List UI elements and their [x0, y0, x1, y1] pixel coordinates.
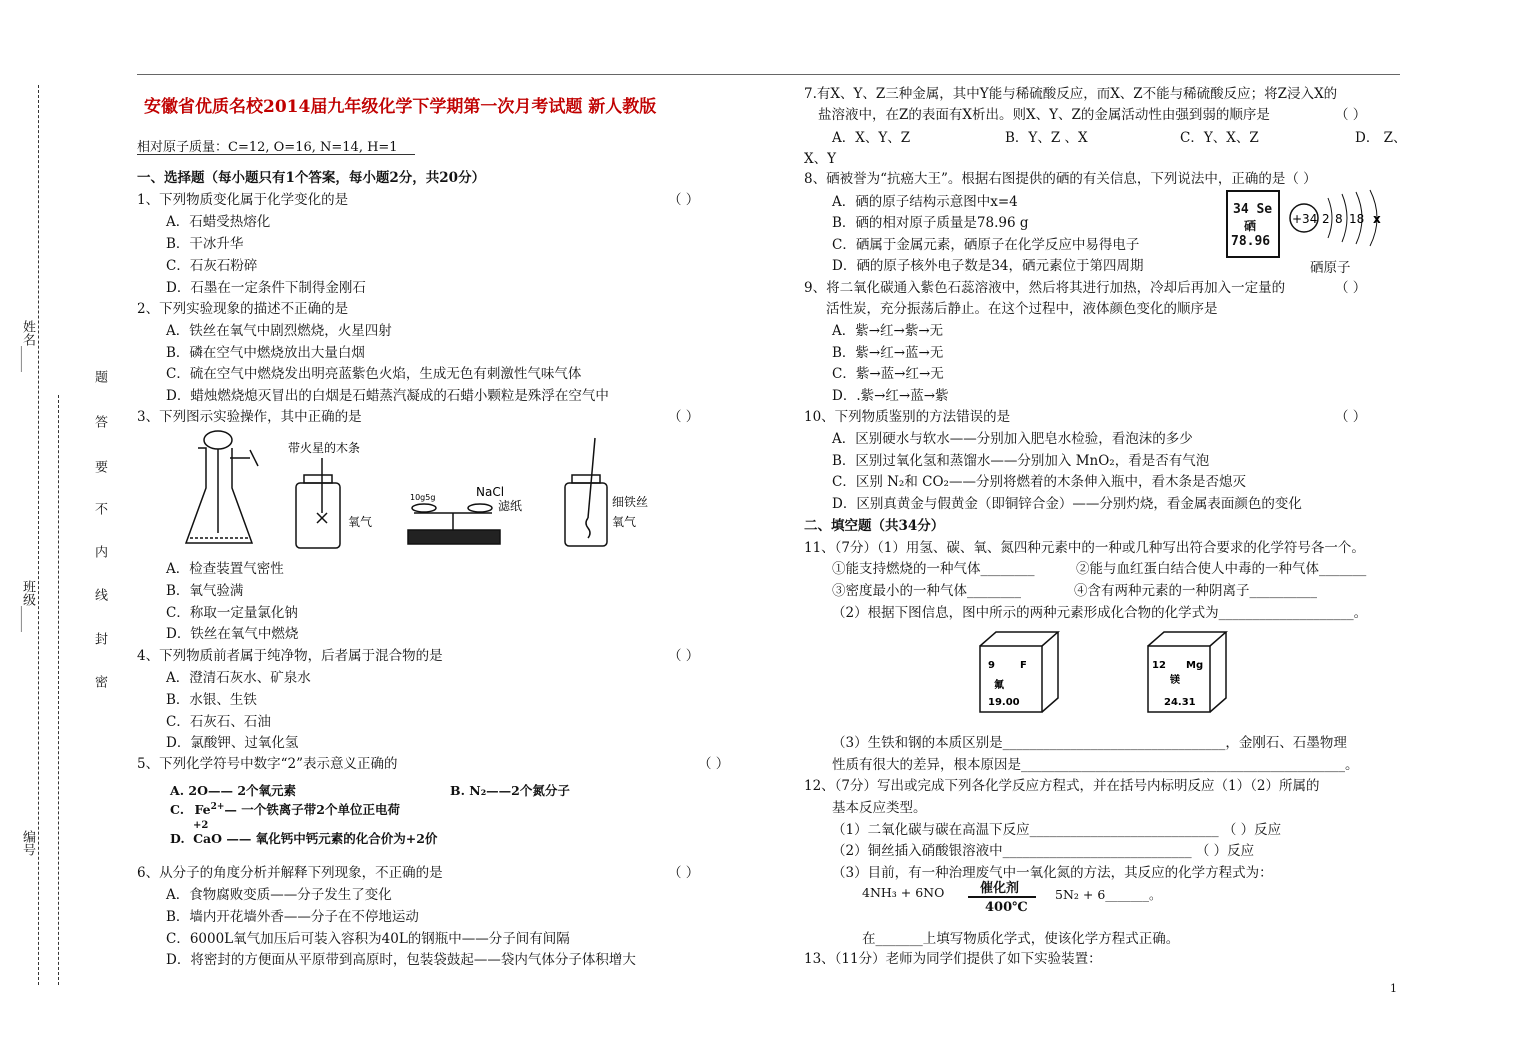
mg-number: 12: [1152, 660, 1166, 671]
seal-char: 不: [92, 502, 107, 515]
q5-option-c: [170, 800, 400, 818]
temperature-label: 400℃: [985, 900, 1028, 915]
equation-right: 5N₂ + 6_______。: [1055, 887, 1162, 902]
shell-4: x: [1373, 212, 1381, 226]
q8-option-a: A．硒的原子结构示意图中x=4: [832, 194, 1018, 210]
name-field: 姓名____: [20, 320, 35, 372]
answer-paren: （ ）: [1335, 107, 1367, 123]
fig-c-paper: 滤纸: [498, 499, 523, 513]
q4-option-c: C．石灰石、石油: [166, 714, 271, 730]
q10-option-b: B．区别过氧化氢和蒸馏水——分别加入 MnO₂，看是否有气泡: [832, 453, 1210, 469]
q9-option-b: B．紫→红→蓝→无: [832, 345, 944, 361]
shell-1: 2: [1322, 212, 1330, 226]
q6-option-a: A．食物腐败变质——分子发生了变化: [166, 887, 392, 903]
nucleus-label: +34: [1292, 212, 1318, 226]
q4-stem: 4、下列物质前者属于纯净物，后者属于混合物的是: [137, 648, 443, 664]
f-symbol: F: [1020, 660, 1027, 671]
q7-line2: 盐溶液中，在Z的表面有X析出。则X、Y、Z的金属活动性由强到弱的顺序是: [818, 107, 1270, 123]
section-heading: 二、填空题（共34分）: [804, 518, 945, 534]
q1-option-c: C．石灰石粉碎: [166, 258, 258, 274]
q12-line1: 12、（7分）写出或完成下列各化学反应方程式，并在括号内标明反应（1）（2）所属的: [804, 778, 1320, 794]
q3-option-c: C．称取一定量氯化钠: [166, 605, 298, 621]
q1-stem: 1、下列物质变化属于化学变化的是: [137, 192, 349, 208]
q4-option-d: D．氯酸钾、过氧化氢: [166, 735, 299, 751]
seal-char: 答: [92, 415, 107, 428]
q6-option-c: C．6000L氧气加压后可装入容积为40L的钢瓶中——分子间有间隔: [166, 931, 570, 947]
answer-paren: （ ）: [698, 756, 730, 772]
seal-char: 密: [92, 675, 107, 688]
q11-item2: ②能与血红蛋白结合使人中毒的一种气体_______: [1076, 561, 1367, 577]
selenium-cell: [1226, 190, 1280, 258]
q9-line1: 9、将二氧化碳通入紫色石蕊溶液中，然后将其进行加热，冷却后再加入一定量的: [804, 280, 1286, 296]
q5-option-b: B. N₂——2个氮分子: [450, 783, 570, 798]
q1-option-a: A．石蜡受热熔化: [166, 214, 271, 230]
catalyst-label: 催化剂: [980, 881, 1020, 896]
q1-option-d: D．石墨在一定条件下制得金刚石: [166, 280, 366, 296]
se-name: 硒: [1244, 219, 1257, 233]
answer-paren: （ ）: [668, 409, 700, 425]
answer-paren: （ ）: [668, 192, 700, 208]
q9-line2: 活性炭，充分振荡后静止。在这个过程中，液体颜色变化的顺序是: [826, 301, 1218, 317]
q7-option-d: D． Z、: [1355, 130, 1407, 146]
q5-d-letter: D.: [170, 831, 185, 846]
mg-mass: 24.31: [1164, 697, 1196, 708]
q9-option-c: C．紫→蓝→红→无: [832, 366, 944, 382]
q11-item4: ④含有两种元素的一种阴离子__________: [1074, 583, 1317, 599]
q11-item1: ①能支持燃烧的一种气体________: [832, 561, 1035, 577]
answer-paren: （ ）: [668, 648, 700, 664]
equation-left: 4NH₃ + 6NO: [862, 885, 945, 900]
bottle-figure: [296, 458, 340, 548]
q3-figures: [180, 428, 680, 553]
q5-c-letter: C.: [170, 802, 185, 817]
q12-line2: 基本反应类型。: [832, 800, 927, 816]
q6-option-d: D．将密封的方便面从平原带到高原时，包装袋鼓起——袋内气体分子体积增大: [166, 952, 636, 968]
q8-stem: 8、硒被誉为“抗癌大王”。根据右图提供的硒的有关信息，下列说法中，正确的是（ ）: [804, 171, 1317, 187]
fig-c-weight: 10g5g: [410, 493, 436, 502]
atom-caption: 硒原子: [1310, 260, 1351, 276]
q7-line1: 7.有X、Y、Z三种金属，其中Y能与稀硫酸反应，而X、Z不能与稀硫酸反应；将Z浸入X的: [804, 86, 1338, 102]
q2-option-d: D．蜡烛燃烧熄灭冒出的白烟是石蜡蒸汽凝成的石蜡小颗粒是殊浮在空气中: [166, 388, 609, 404]
q7-option-a: A．X、Y、Z: [832, 130, 911, 146]
q2-option-b: B．磷在空气中燃烧放出大量白烟: [166, 345, 365, 361]
se-mass: 78.96: [1231, 234, 1271, 249]
seal-char: 线: [92, 588, 107, 601]
q5-d-text: —— 氧化钙中钙元素的化合价为+2价: [226, 831, 438, 846]
q4-option-b: B．水银、生铁: [166, 692, 257, 708]
answer-paren: （ ）: [668, 865, 700, 881]
iron-bottle-figure: [565, 438, 607, 546]
mg-name: 镁: [1170, 675, 1180, 686]
q10-option-c: C．区别 N₂和 CO₂——分别将燃着的木条伸入瓶中，看木条是否熄灭: [832, 474, 1246, 490]
mg-symbol: Mg: [1186, 660, 1204, 671]
fig-b-label: 带火星的木条: [288, 441, 361, 455]
seal-char: 内: [92, 545, 107, 558]
q7-option-b: B．Y、Z 、X: [1005, 130, 1088, 146]
q5-c-symbol: Fe: [194, 802, 211, 817]
q9-option-a: A．紫→红→紫→无: [832, 323, 944, 339]
q3-option-b: B．氧气验满: [166, 583, 244, 599]
q12-reaction2: （2）铜丝插入硝酸银溶液中____________________________ （ ）反应: [832, 843, 1255, 859]
page-number: 1: [1390, 982, 1397, 995]
q5-option-d: [170, 829, 437, 847]
number-field: 编号: [20, 830, 35, 856]
q2-option-c: C．硫在空气中燃烧发出明亮蓝紫色火焰，生成无色有刺激性气味气体: [166, 366, 582, 382]
q9-option-d: D．.紫→红→蓝→紫: [832, 388, 949, 404]
q8-option-d: D．硒的原子核外电子数是34，硒元素位于第四周期: [832, 258, 1144, 274]
shell-2: 8: [1335, 212, 1343, 226]
se-number: 34: [1233, 202, 1249, 217]
seal-char: 封: [92, 632, 107, 645]
se-symbol: Se: [1256, 202, 1273, 217]
q6-option-b: B．墙内开花墙外香——分子在不停地运动: [166, 909, 419, 925]
q11-part3-cont: 性质有很大的差异，根本原因是________________________________________________。: [832, 757, 1359, 773]
q5-c-charge: 2+: [210, 801, 225, 812]
f-name: 氟: [994, 680, 1004, 691]
q10-stem: 10、下列物质鉴别的方法错误的是: [804, 409, 1011, 425]
q12-reaction1: （1）二氧化碳与碳在高温下反应____________________________ （ ）反应: [832, 822, 1282, 838]
balance-figure: [408, 504, 500, 544]
page-title: 安徽省优质名校2014届九年级化学下学期第一次月考试题 新人教版: [144, 97, 657, 117]
q3-stem: 3、下列图示实验操作，其中正确的是: [137, 409, 362, 425]
q11-part3: （3）生铁和钢的本质区别是_________________________________，金刚石、石墨物理: [832, 735, 1347, 751]
q13-line1: 13、（11分）老师为同学们提供了如下实验装置：: [804, 951, 1102, 967]
q3-option-d: D．铁丝在氧气中燃烧: [166, 626, 299, 642]
element-cubes: [976, 630, 1256, 716]
q5-stem: 5、下列化学符号中数字“2”表示意义正确的: [137, 756, 398, 772]
f-mass: 19.00: [988, 697, 1020, 708]
q5-c-text: — 一个铁离子带2个单位正电荷: [224, 802, 400, 817]
seal-char: 要: [92, 460, 107, 473]
answer-paren: （ ）: [1335, 280, 1367, 296]
q11-line1: 11、（7分）（1）用氢、碳、氧、氮四种元素中的一种或几种写出符合要求的化学符号各一个。: [804, 540, 1365, 556]
q12-reaction3: （3）目前，有一种治理废气中一氧化氮的方法，其反应的化学方程式为：: [832, 865, 1273, 881]
fig-d-gas: 氧气: [612, 515, 637, 529]
q10-option-d: D．区别真黄金与假黄金（即铜锌合金）——分别灼烧，看金属表面颜色的变化: [832, 496, 1302, 512]
q6-stem: 6、从分子的角度分析并解释下列现象，不正确的是: [137, 865, 443, 881]
answer-paren: （ ）: [1335, 409, 1367, 425]
q5-d-symbol: CaO: [193, 831, 223, 846]
q5-d-valence: +2: [193, 820, 209, 831]
q11-part2: （2）根据下图信息，图中所示的两种元素形成化合物的化学式为____________________。: [832, 605, 1368, 621]
q5-option-a: A. 2O—— 2个氧元素: [170, 783, 297, 798]
q1-option-b: B．干冰升华: [166, 236, 244, 252]
q12-fill-instruction: 在_______上填写物质化学式，使该化学方程式正确。: [862, 931, 1180, 947]
q11-item3: ③密度最小的一种气体________: [832, 583, 1021, 599]
atomic-mass: 相对原子质量：C=12, O=16, N=14, H=1: [137, 140, 398, 155]
seal-char: 题: [92, 370, 107, 383]
fig-b-gas: 氧气: [348, 515, 373, 529]
class-field: 班级____: [20, 580, 35, 632]
fig-c-nacl: NaCl: [476, 485, 505, 499]
q2-option-a: A．铁丝在氧气中剧烈燃烧，火星四射: [166, 323, 392, 339]
q4-option-a: A．澄清石灰水、矿泉水: [166, 670, 311, 686]
q7-option-d-cont: X、Y: [804, 151, 837, 167]
q7-option-c: C．Y、X、Z: [1180, 130, 1259, 146]
section-heading: 一、选择题（每小题只有1个答案，每小题2分，共20分）: [137, 170, 486, 186]
fig-d-wire: 细铁丝: [612, 495, 649, 509]
q8-option-c: C．硒属于金属元素，硒原子在化学反应中易得电子: [832, 237, 1140, 253]
flask-figure: [186, 431, 258, 543]
f-number: 9: [988, 660, 995, 671]
shell-3: 18: [1349, 212, 1365, 226]
q8-option-b: B．硒的相对原子质量是78.96 g: [832, 215, 1029, 231]
selenium-atom-diagram: [1284, 188, 1394, 250]
q3-option-a: A．检查装置气密性: [166, 561, 284, 577]
q2-stem: 2、下列实验现象的描述不正确的是: [137, 301, 349, 317]
q10-option-a: A．区别硬水与软水——分别加入肥皂水检验，看泡沫的多少: [832, 431, 1193, 447]
